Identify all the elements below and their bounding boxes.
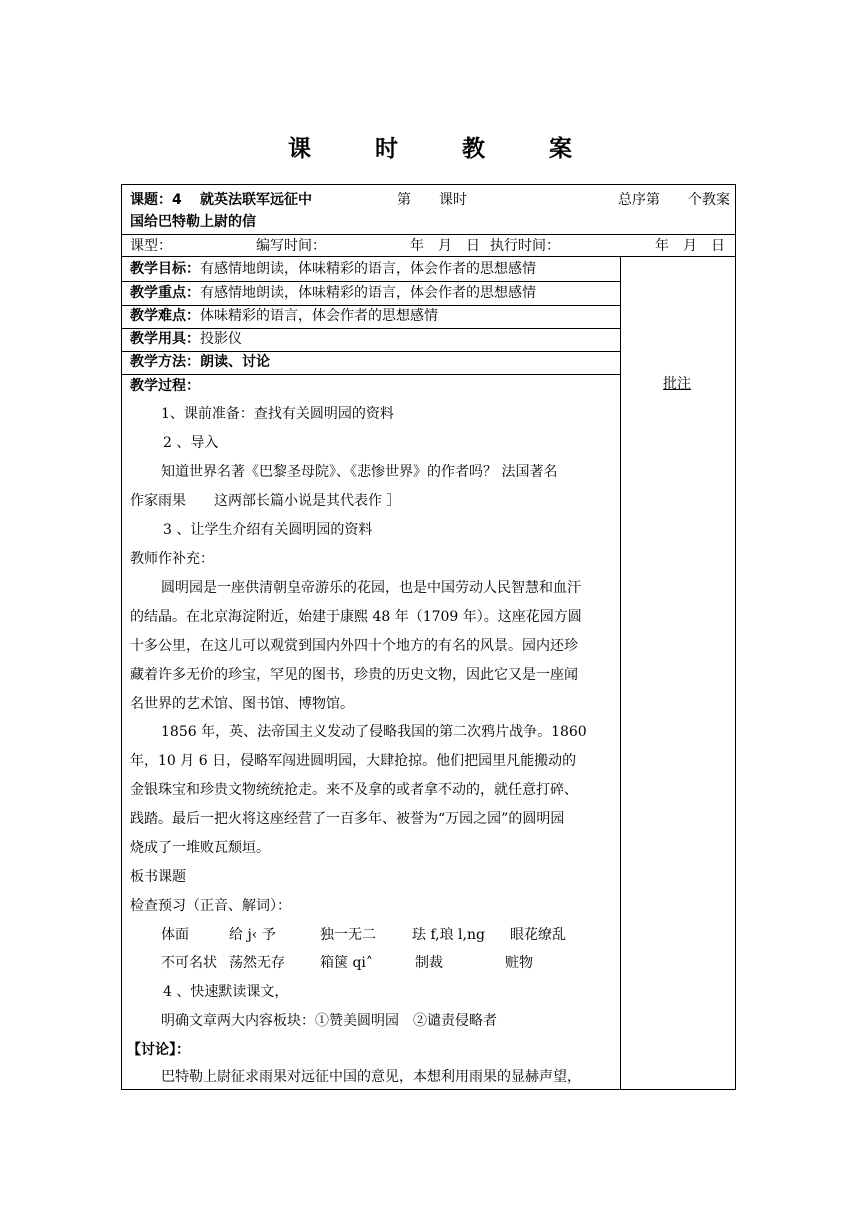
vocab-word: 赃物: [505, 955, 533, 971]
total-field: 总序第 个教案: [618, 192, 730, 208]
teacher-supplement: 教师作补充：: [130, 551, 214, 567]
vocab-word: 珐 f,琅 l,ng: [412, 927, 485, 943]
intro-line2: 作家雨果 这两部长篇小说是其代表作 ］: [130, 493, 401, 509]
preview-check: 检查预习（正音、解词）：: [130, 898, 291, 914]
goal-row: [130, 259, 536, 279]
tools-text: 投影仪: [200, 331, 242, 347]
row-divider: [121, 256, 736, 257]
topic-name-line1: 就英法联军远征中: [200, 192, 312, 208]
key-row: [130, 283, 536, 303]
vocab-word: 独一无二: [320, 927, 376, 943]
key-label: 教学重点：: [130, 285, 200, 301]
page-title: 课 时 教 案: [287, 136, 601, 162]
para1-line2: 的结晶。在北京海淀附近，始建于康熙 48 年（1709 年）。这座花园方圆: [130, 609, 582, 625]
difficult-text: 体味精彩的语言，体会作者的思想感情: [200, 308, 438, 324]
para1-line4: 藏着许多无价的珍宝，罕见的图书，珍贵的历史文物，因此它又是一座闻: [130, 667, 578, 683]
difficult-row: [130, 306, 438, 326]
side-note: 批注: [663, 376, 691, 392]
intro-line1: 知道世界名著《巴黎圣母院》、《悲惨世界》的作者吗？ 法国著名: [161, 464, 558, 480]
para2-line3: 金银珠宝和珍贵文物统统抢走。来不及拿的或者拿不动的，就任意打碎、: [130, 782, 578, 798]
row-divider: [121, 234, 736, 235]
step-3: 3 、让学生介绍有关圆明园的资料: [163, 522, 373, 538]
para2-line4: 践踏。最后一把火将这座经营了一百多年、被誉为“万园之园”的圆明园: [130, 811, 565, 827]
tools-label: 教学用具：: [130, 331, 200, 347]
topic-label: 课题：4: [130, 192, 182, 208]
vocab-word: 箱箧 qi˄: [320, 955, 373, 971]
step-1: 1、课前准备：查找有关圆明园的资料: [161, 406, 394, 422]
para2-line5: 烧成了一堆败瓦颓垣。: [130, 840, 270, 856]
discussion-line1: 巴特勒上尉征求雨果对远征中国的意见，本想利用雨果的显赫声望，: [161, 1069, 581, 1085]
row-divider: [121, 281, 620, 282]
exec-time-label: 执行时间：: [490, 238, 560, 254]
para1-line3: 十多公里，在这儿可以观赏到国内外四十个地方的有名的风景。园内还珍: [130, 638, 578, 654]
vocab-word: 给 j‹ 予: [229, 927, 276, 943]
row-divider: [121, 374, 620, 375]
method-row: 教学方法：朗读、讨论: [130, 354, 270, 370]
type-label: 课型：: [130, 238, 172, 254]
difficult-label: 教学难点：: [130, 308, 200, 324]
para2-line2: 年，10 月 6 日，侵略军闯进圆明园，大肆抢掠。他们把园里凡能搬动的: [130, 753, 577, 769]
key-text: 有感情地朗读，体味精彩的语言，体会作者的思想感情: [200, 285, 536, 301]
vocab-word: 不可名状: [161, 955, 217, 971]
notes-column-divider: [620, 256, 621, 1090]
tools-row: [130, 329, 242, 349]
clarify-line: 明确文章两大内容板块：①赞美圆明园 ②谴责侵略者: [161, 1013, 497, 1029]
period-field: 第 课时: [397, 192, 467, 208]
process-heading: 教学过程：: [130, 378, 200, 394]
goal-text: 有感情地朗读，体味精彩的语言，体会作者的思想感情: [200, 261, 536, 277]
para1-line5: 名世界的艺术馆、图书馆、博物馆。: [130, 696, 354, 712]
board-title: 板书课题: [130, 869, 186, 885]
vocab-word: 眼花缭乱: [510, 927, 566, 943]
step-4: 4 、快速默读课文，: [163, 984, 289, 1000]
para1-line1: 圆明园是一座供清朝皇帝游乐的花园，也是中国劳动人民智慧和血汗: [161, 580, 581, 596]
para2-line1: 1856 年，英、法帝国主义发动了侵略我国的第二次鸦片战争。1860: [161, 724, 587, 740]
exec-date: 年 月 日: [655, 238, 725, 254]
written-time-label: 编写时间：: [256, 238, 326, 254]
vocab-word: 荡然无存: [229, 955, 285, 971]
discussion-heading: 【讨论】：: [127, 1042, 190, 1058]
goal-label: 教学目标：: [130, 261, 200, 277]
topic-name-line2: 国给巴特勒上尉的信: [130, 214, 256, 230]
vocab-word: 体面: [161, 927, 189, 943]
vocab-word: 制裁: [415, 955, 443, 971]
written-date: 年 月 日: [410, 238, 480, 254]
step-2: 2 、导入: [163, 435, 219, 451]
